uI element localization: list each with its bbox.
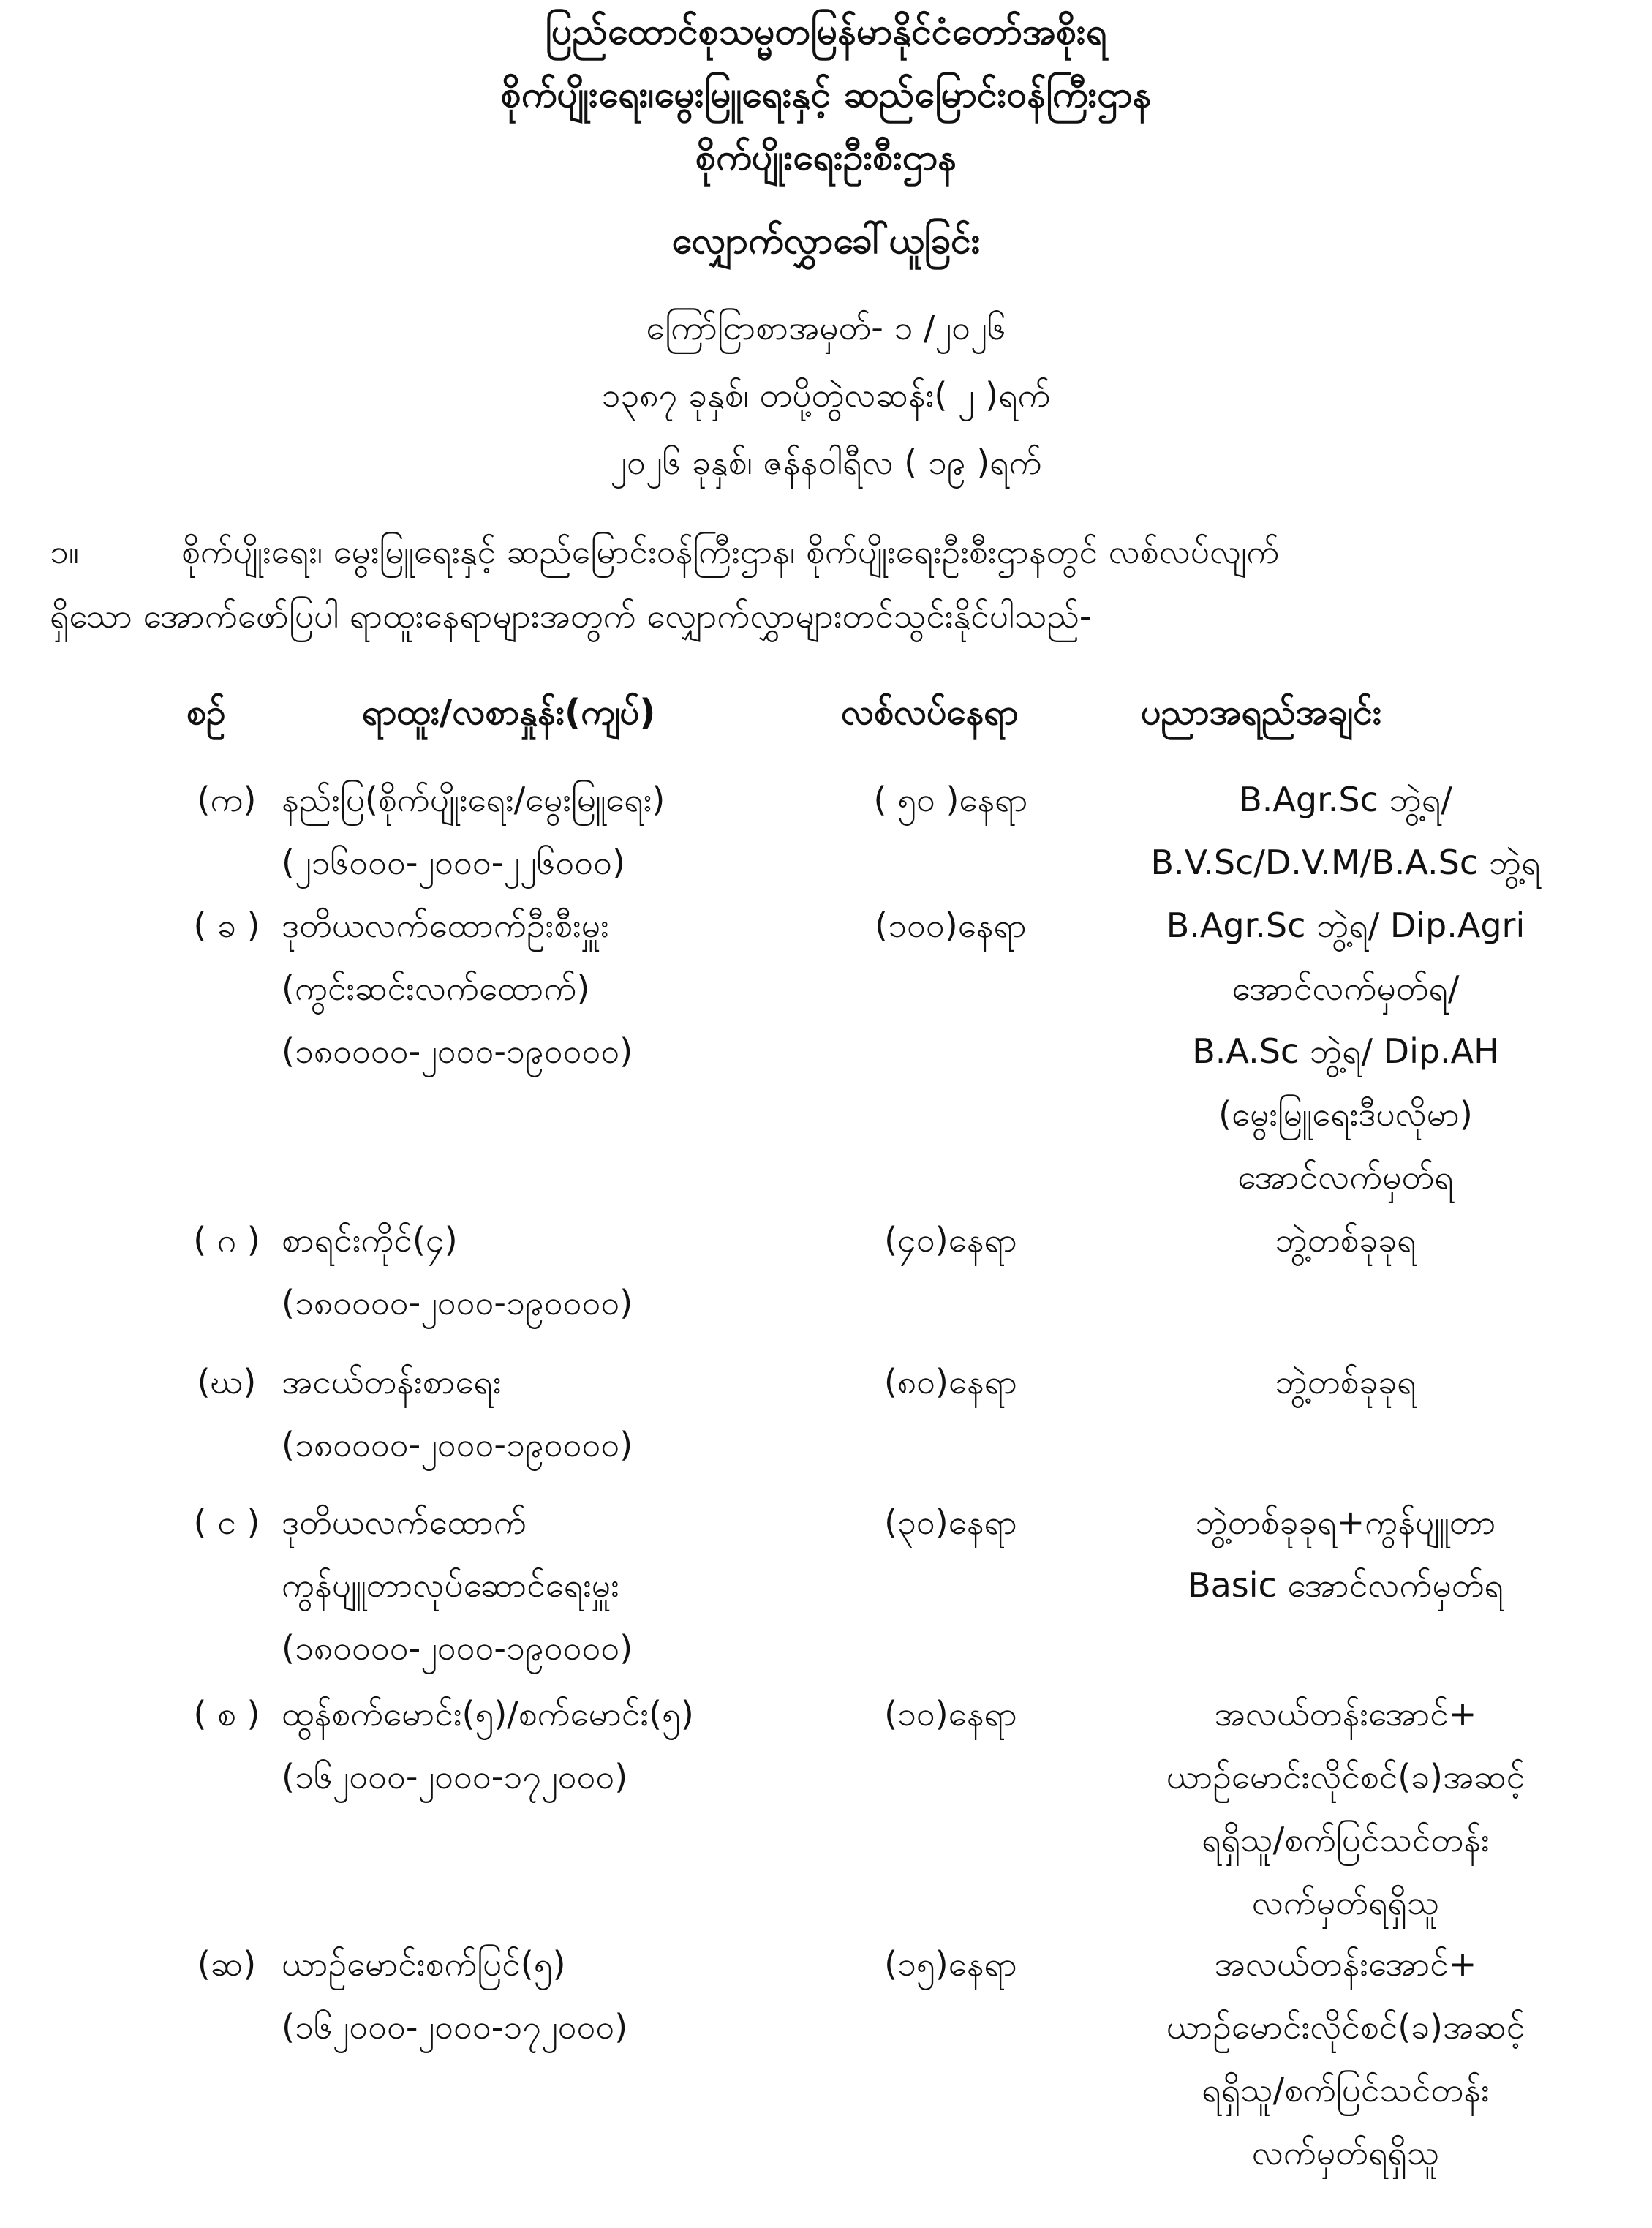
row-2-vacancies: (၁၀၀)နေရာ <box>875 906 1027 945</box>
intro-line-2: ရှိသော အောက်ဖော်ပြပါ ရာထူးနေရာများအတွက် လျှောက်လွှာများတင်သွင်းနိုင်ပါသည်- <box>50 596 1092 636</box>
row-5-qualification-line-1: ဘွဲ့တစ်ခုခုရ+ကွန်ပျူတာ <box>1195 1502 1496 1542</box>
paragraph-number: ၁။ <box>50 532 79 571</box>
header-no: စဉ် <box>186 692 226 733</box>
row-5-qualification <box>1075 1491 1616 1617</box>
department-heading: စိုက်ပျိုးရေးဦးစီးဌာန <box>695 136 957 178</box>
row-2-no: ( ခ ) <box>193 906 260 945</box>
row-5-position-line-2: ကွန်ပျူတာလုပ်ဆောင်ရေးမှူး <box>282 1565 619 1605</box>
row-4-position <box>282 1350 881 1476</box>
row-4-no: (ဃ) <box>197 1362 257 1401</box>
row-6-position <box>282 1682 881 1808</box>
row-2-qualification-line-5: အောင်လက်မှတ်ရ <box>1237 1157 1454 1197</box>
row-3-no: ( ဂ ) <box>193 1220 260 1260</box>
row-7-qualification-line-4: လက်မှတ်ရရှိသူ <box>1251 2133 1440 2172</box>
row-4-qualification-line-1: ဘွဲ့တစ်ခုခုရ <box>1275 1362 1417 1401</box>
row-7-qualification-line-3: ရရှိသူ/စက်ပြင်သင်တန်း <box>1202 2070 1490 2110</box>
row-2-position-line-2: (ကွင်းဆင်းလက်ထောက်) <box>282 968 590 1008</box>
ministry-heading: စိုက်ပျိုးရေး၊မွေးမြူရေးနှင့် ဆည်မြောင်းဝန်ကြီးဌာန <box>500 73 1152 116</box>
row-7-qualification <box>1075 1932 1616 2184</box>
row-4-qualification <box>1075 1350 1616 1413</box>
row-1-qualification-line-2: B.V.Sc/D.V.M/B.A.Sc ဘွဲ့ရ <box>1150 843 1541 882</box>
row-1-qualification <box>1075 768 1616 894</box>
row-1-position-line-1: နည်းပြ(စိုက်ပျိုးရေး/မွေးမြူရေး) <box>282 780 665 819</box>
row-3-position-line-2: (၁၈၀၀၀၀-၂၀၀၀-၁၉၀၀၀၀) <box>282 1283 633 1322</box>
row-7-qualification-line-2: ယာဉ်မောင်းလိုင်စင်(ခ)အဆင့် <box>1166 2007 1525 2047</box>
row-6-position-line-2: (၁၆၂၀၀၀-၂၀၀၀-၁၇၂၀၀၀) <box>282 1757 628 1796</box>
header-position: ရာထူး/လစာနှုန်း(ကျပ်) <box>362 692 656 733</box>
header-vacancies: လစ်လပ်နေရာ <box>841 692 1019 733</box>
intro-text-1: စိုက်ပျိုးရေး၊ မွေးမြူရေးနှင့် ဆည်မြောင်းဝန်ကြီးဌာန၊ စိုက်ပျိုးရေးဦးစီးဌာနတွင် လစ်လပ်လျက် <box>181 532 1280 571</box>
row-2-qualification-line-1: B.Agr.Sc ဘွဲ့ရ/ Dip.Agri <box>1166 906 1525 945</box>
row-6-qualification-line-4: လက်မှတ်ရရှိသူ <box>1251 1883 1440 1922</box>
row-2-position <box>282 894 881 1083</box>
row-2-position-line-1: ဒုတိယလက်ထောက်ဦးစီးမှူး <box>282 906 609 945</box>
notice-title: လျှောက်လွှာခေါ်ယူခြင်း <box>671 219 981 262</box>
row-1-vacancies: ( ၅၀ )နေရာ <box>873 780 1028 819</box>
row-5-vacancies: (၃၀)နေရာ <box>884 1502 1017 1542</box>
row-4-vacancies: (၈၀)နေရာ <box>883 1362 1018 1401</box>
row-5-position-line-3: (၁၈၀၀၀၀-၂၀၀၀-၁၉၀၀၀၀) <box>282 1628 633 1668</box>
row-2-qualification-line-3: B.A.Sc ဘွဲ့ရ/ Dip.AH <box>1192 1031 1499 1071</box>
row-4-position-line-2: (၁၈၀၀၀၀-၂၀၀၀-၁၉၀၀၀၀) <box>282 1425 633 1464</box>
intro-line-1 <box>50 519 1600 584</box>
header-qualification: ပညာအရည်အချင်း <box>1141 692 1382 733</box>
row-3-qualification-line-1: ဘွဲ့တစ်ခုခုရ <box>1275 1220 1417 1260</box>
government-heading: ပြည်ထောင်စုသမ္မတမြန်မာနိုင်ငံတော်အစိုးရ <box>545 10 1107 53</box>
row-2-position-line-3: (၁၈၀၀၀၀-၂၀၀၀-၁၉၀၀၀၀) <box>282 1031 633 1071</box>
row-2-qualification-line-2: အောင်လက်မှတ်ရ/ <box>1232 968 1460 1008</box>
row-6-qualification-line-1: အလယ်တန်းအောင်+ <box>1214 1694 1477 1734</box>
row-7-qualification-line-1: အလယ်တန်းအောင်+ <box>1214 1944 1477 1984</box>
row-1-position <box>282 768 881 894</box>
row-3-qualification <box>1075 1208 1616 1271</box>
row-6-vacancies: (၁၀)နေရာ <box>884 1694 1017 1734</box>
row-1-position-line-2: (၂၁၆၀၀၀-၂၀၀၀-၂၂၆၀၀၀) <box>282 843 625 882</box>
row-6-qualification-line-3: ရရှိသူ/စက်ပြင်သင်တန်း <box>1202 1820 1490 1859</box>
row-7-position <box>282 1932 881 2058</box>
row-5-position-line-1: ဒုတိယလက်ထောက် <box>282 1502 527 1542</box>
notice-number: ကြော်ငြာစာအမှတ်- ၁ /၂၀၂၆ <box>646 308 1006 347</box>
row-2-qualification <box>1075 894 1616 1208</box>
row-2-qualification-line-4: (မွေးမြူရေးဒီပလိုမာ) <box>1218 1094 1473 1134</box>
row-4-position-line-1: အငယ်တန်းစာရေး <box>282 1362 502 1401</box>
row-6-position-line-1: ထွန်စက်မောင်း(၅)/စက်မောင်း(၅) <box>282 1694 694 1734</box>
row-7-position-line-1: ယာဉ်မောင်းစက်ပြင်(၅) <box>282 1944 566 1984</box>
myanmar-date: ၁၃၈၇ ခုနှစ်၊ တပို့တွဲလဆန်း( ၂ )ရက် <box>601 375 1051 415</box>
row-7-no: (ဆ) <box>197 1944 257 1984</box>
row-6-no: ( စ ) <box>193 1694 260 1734</box>
intro-paragraph <box>50 519 1600 648</box>
row-3-vacancies: (၄၀)နေရာ <box>884 1220 1017 1260</box>
row-7-position-line-2: (၁၆၂၀၀၀-၂၀၀၀-၁၇၂၀၀၀) <box>282 2007 628 2047</box>
gregorian-date: ၂၀၂၆ ခုနှစ်၊ ဇန်နဝါရီလ ( ၁၉ )ရက် <box>610 443 1042 482</box>
row-5-no: ( င ) <box>193 1502 260 1542</box>
row-7-vacancies: (၁၅)နေရာ <box>884 1944 1017 1984</box>
row-3-position <box>282 1208 881 1334</box>
row-5-position <box>282 1491 881 1679</box>
row-6-qualification-line-2: ယာဉ်မောင်းလိုင်စင်(ခ)အဆင့် <box>1166 1757 1525 1796</box>
row-5-qualification-line-2: Basic အောင်လက်မှတ်ရ <box>1188 1565 1504 1605</box>
row-1-qualification-line-1: B.Agr.Sc ဘွဲ့ရ/ <box>1239 780 1452 819</box>
row-1-no: (က) <box>197 780 257 819</box>
row-3-position-line-1: စာရင်းကိုင်(၄) <box>282 1220 458 1260</box>
row-6-qualification <box>1075 1682 1616 1934</box>
